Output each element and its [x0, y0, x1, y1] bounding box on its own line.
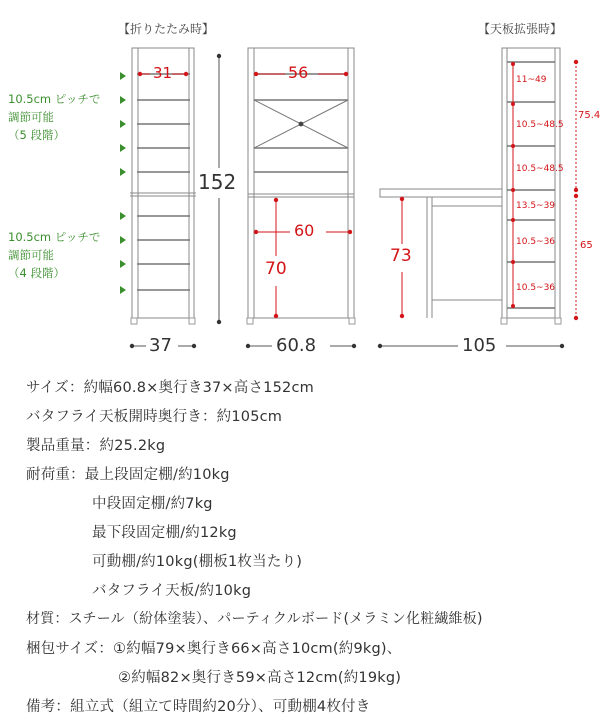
pitch-1: 11~49 — [516, 75, 547, 85]
pitch-note-upper-line3: （5 段階） — [8, 128, 65, 142]
dim-lower-width: 60 — [294, 221, 315, 240]
pitch-note-upper-line1: 10.5cm ピッチで — [8, 92, 101, 106]
dim-width: 60.8 — [276, 335, 317, 356]
pitch-note-upper — [8, 90, 100, 144]
pitch-note-lower-line2: 調節可能 — [8, 248, 54, 262]
dim-right-lower: 65 — [580, 240, 593, 251]
pitch-4: 13.5~39 — [516, 201, 556, 211]
spec-package-1: 梱包サイズ：①約幅79×奥行き66×高さ10cm(約9kg)、 — [26, 641, 402, 657]
pitch-6: 10.5~36 — [516, 283, 556, 293]
pitch-note-lower-line1: 10.5cm ピッチで — [8, 230, 101, 244]
spec-weight: 製品重量：約25.2kg — [26, 438, 166, 454]
pitch-5: 10.5~36 — [516, 237, 556, 247]
spec-package-2: ②約幅82×奥行き59×高さ12cm(約19kg) — [118, 670, 402, 686]
pitch-arrows — [120, 72, 126, 294]
dim-expanded-width: 105 — [462, 335, 497, 356]
side-view-frame — [132, 48, 194, 318]
expanded-header: 【天板拡張時】 — [478, 22, 563, 36]
front-view-frame — [248, 48, 354, 318]
dim-right-upper: 75.4 — [578, 110, 601, 121]
expanded-view-frame — [502, 48, 560, 318]
dim-depth: 37 — [149, 335, 172, 356]
pitch-note-lower-line3: （4 段階） — [8, 266, 65, 280]
dim-lower-height: 70 — [265, 259, 287, 279]
pitch-3: 10.5~48.5 — [516, 164, 564, 174]
dim-height: 152 — [198, 170, 237, 194]
front-view — [248, 48, 354, 318]
folded-header: 【折りたたみ時】 — [118, 22, 215, 36]
spec-load-bottom: 最下段固定棚/約12kg — [92, 525, 237, 541]
pitch-2: 10.5~48.5 — [516, 120, 564, 130]
spec-load-butterfly: バタフライ天板/約10kg — [92, 583, 252, 599]
butterfly-table — [380, 189, 502, 197]
spec-note: 備考：組立式（組立て時間約20分）、可動棚4枚付き — [26, 699, 371, 715]
pitch-note-lower — [8, 228, 100, 282]
spec-size: サイズ：約幅60.8×奥行き37×高さ152cm — [26, 380, 314, 396]
side-view-shelves — [137, 74, 190, 290]
spec-load-top: 耐荷重：最上段固定棚/約10kg — [26, 467, 230, 483]
expanded-view-shelves — [507, 62, 555, 308]
spec-material: 材質：スチール（紛体塗装）、パーティクルボード(メラミン化粧繊維板) — [26, 611, 483, 627]
dim-inner-depth: 31 — [153, 64, 173, 82]
expanded-view — [380, 48, 560, 318]
dim-inner-width: 56 — [288, 63, 309, 82]
spec-load-middle: 中段固定棚/約7kg — [92, 496, 213, 512]
pitch-note-upper-line2: 調節可能 — [8, 110, 54, 124]
side-view — [130, 48, 196, 318]
spec-load-movable: 可動棚/約10kg(棚板1枚当たり) — [92, 554, 303, 570]
spec-open-depth: バタフライ天板開時奥行き：約105cm — [26, 409, 283, 425]
dim-table-height: 73 — [390, 246, 412, 266]
